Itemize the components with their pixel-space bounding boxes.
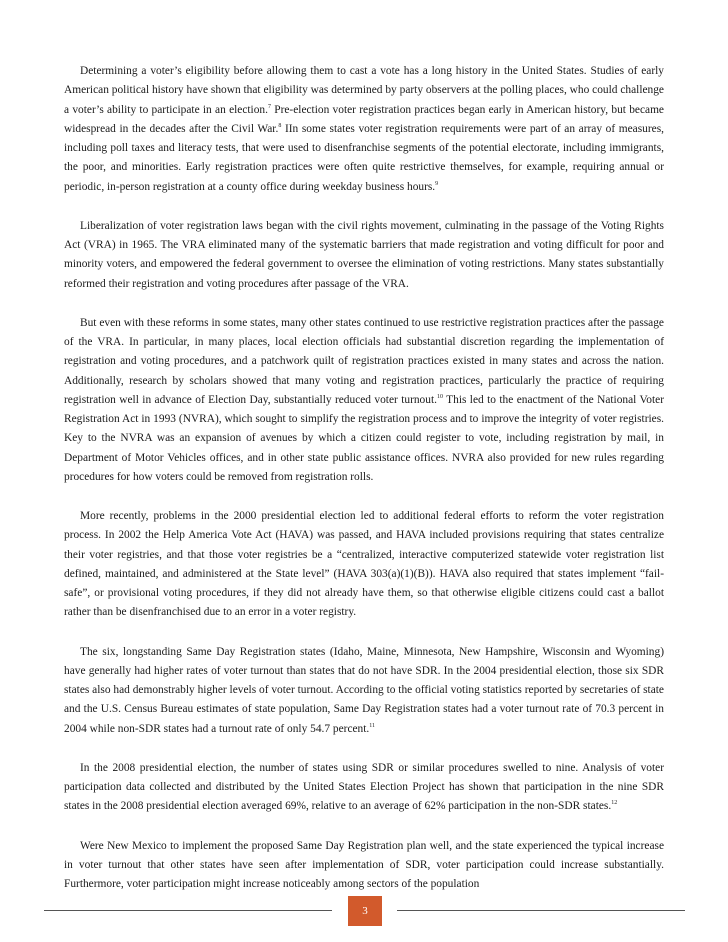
footnote-ref: 7 xyxy=(267,103,271,110)
paragraph-text: The six, longstanding Same Day Registration states (Idaho, Maine, Minnesota, New Hampshire, Wisconsin and Wyoming) have generally had higher rates of voter turnout than states that do not have SDR. In the 2004 presidential election, those six SDR states also had demonstrably higher levels of voter turnout. According to the official voting statistics reported by secretaries of state and the U.S. Census Bureau estimates of state population, Same Day Registration states had a voter turnout rate of 70.3 percent in 2004 while non-SDR states had a turnout rate of only 54.7 percent. xyxy=(64,645,664,735)
paragraph-text: This led to the enactment of the National Voter Registration Act in 1993 (NVRA), which sought to simplify the registration process and to improve the integrity of voter registries. Key to the NVRA was an expansion of avenues by which a citizen could register to vote, including registration by mail, in Department of Motor Vehicles offices, and in other state public assistance offices. NVRA also provided for new rules regarding procedures for how voters could be removed from registration rolls. xyxy=(64,393,664,483)
paragraph-hava xyxy=(64,507,664,623)
paragraph-sdr-states-2004 xyxy=(64,643,664,739)
footnote-ref: 9 xyxy=(435,180,439,187)
document-body xyxy=(64,62,664,914)
paragraph-text: Pre-election voter registration practices began early in American history, but became widespread in the decades after the Civil War. xyxy=(64,103,664,135)
paragraph-sdr-states-2008 xyxy=(64,759,664,817)
paragraph-text: Liberalization of voter registration laws began with the civil rights movement, culminating in the passage of the Voting Rights Act (VRA) in 1965. The VRA eliminated many of the systematic barriers that made registration and voting difficult for poor and minority voters, and empowered the federal government to oversee the elimination of voting restrictions. Many states substantially reformed their registration and voting procedures after passage of the VRA. xyxy=(64,219,664,290)
paragraph-text: IIn some states voter registration requirements were part of an array of measures, including poll taxes and literacy tests, that were used to disenfranchise segments of the potential electorate, including immigrants, the poor, and minorities. Early registration practices were often quite restrictive themselves, for example, requiring annual or periodic, in-person registration at a county office during weekday business hours. xyxy=(64,122,664,193)
paragraph-text: Were New Mexico to implement the proposed Same Day Registration plan well, and the state experienced the typical increase in voter turnout that other states have seen after implementation of SDR, voter participation could increase substantially. Furthermore, voter participation might increase noticeably among sectors of the population xyxy=(64,839,664,890)
page-number: 3 xyxy=(362,905,368,917)
paragraph-voting-rights-act xyxy=(64,217,664,294)
paragraph-text: In the 2008 presidential election, the number of states using SDR or similar procedures swelled to nine. Analysis of voter participation data collected and distributed by the United States Election Project has shown that participation in the nine SDR states in the 2008 presidential election averaged 69%, relative to an average of 62% participation in the non-SDR states. xyxy=(64,761,664,813)
footnote-ref: 10 xyxy=(436,393,443,400)
footnote-ref: 11 xyxy=(369,722,376,729)
paragraph-text: More recently, problems in the 2000 presidential election led to additional federal efforts to reform the voter registration process. In 2002 the Help America Vote Act (HAVA) was passed, and HAVA included provisions requiring that states centralize their voter registries, and that those voter registries be a “centralized, interactive computerized statewide voter registration list defined, maintained, and administered at the State level” (HAVA 303(a)(1)(B)). HAVA also required that states implement “fail-safe”, or provisional voting procedures, if they did not already have them, so that otherwise eligible citizens could cast a ballot rather than be disenfranchised due to an error in a voter registry. xyxy=(64,510,664,619)
paragraph-new-mexico xyxy=(64,837,664,895)
paragraph-nvra xyxy=(64,314,664,487)
paragraph-voter-eligibility-history xyxy=(64,62,664,197)
footer-rule-left xyxy=(44,910,332,911)
footnote-ref: 8 xyxy=(278,122,282,129)
footnote-ref: 12 xyxy=(611,800,618,807)
paragraph-text: But even with these reforms in some states, many other states continued to use restrictive registration practices after the passage of the VRA. In particular, in many places, local election officials had substantial discretion regarding the implementation of registration and voting procedures, and a patchwork quilt of registration practices existed in many states and across the nation. Additionally, research by scholars showed that many voting and registration practices, particularly the practice of requiring registration well in advance of Election Day, substantially reduced voter turnout. xyxy=(64,316,664,406)
paragraph-text: Determining a voter’s eligibility before allowing them to cast a vote has a long history in the United States. Studies of early American political history have shown that eligibility was determined by party observers at the polling places, who could challenge a voter’s ability to participate in an election. xyxy=(64,65,664,116)
page-number-badge xyxy=(348,896,382,926)
footer-rule-right xyxy=(397,910,685,911)
